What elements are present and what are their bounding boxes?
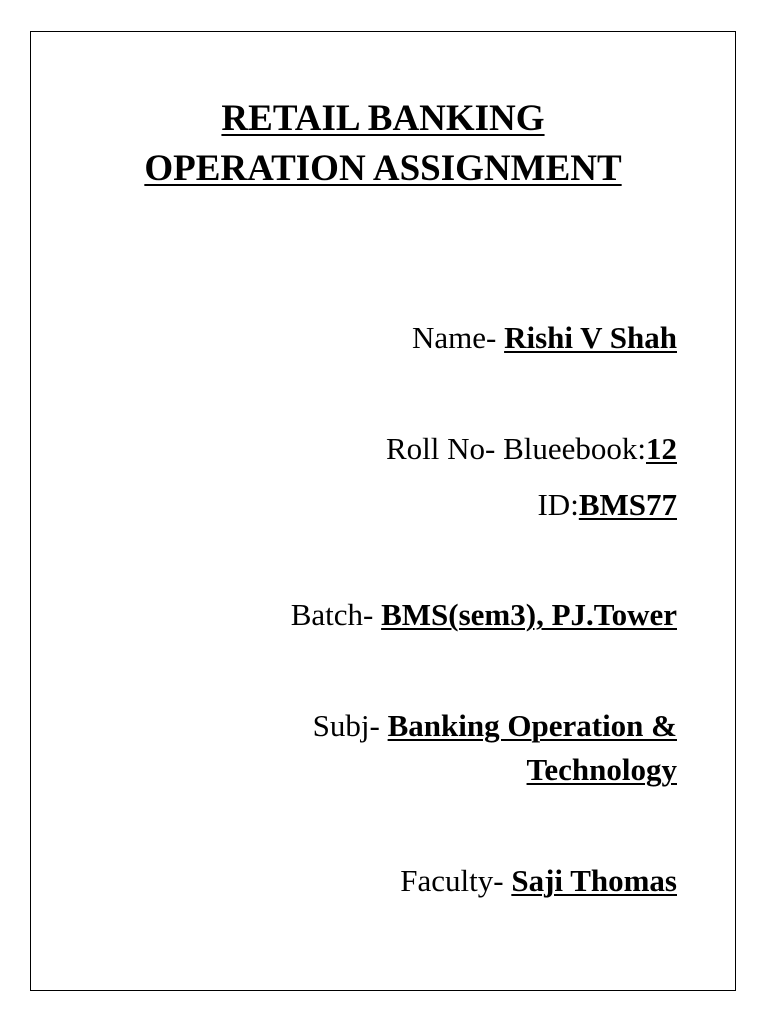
roll-number-field	[386, 427, 677, 471]
name-value: Rishi V Shah	[504, 320, 677, 355]
subject-label: Subj-	[312, 708, 388, 743]
id-label: ID:	[537, 487, 579, 522]
id-field	[537, 483, 677, 527]
batch-value: BMS(sem3), PJ.Tower	[381, 597, 677, 632]
batch-field	[291, 593, 677, 637]
subject-value-line-2: Technology	[526, 752, 677, 787]
name-field	[412, 316, 677, 360]
roll-number-label: Roll No- Blueebook:	[385, 431, 646, 466]
faculty-value: Saji Thomas	[511, 863, 677, 898]
faculty-label: Faculty-	[400, 863, 512, 898]
batch-label: Batch-	[290, 597, 382, 632]
name-label: Name-	[411, 320, 505, 355]
title-line-2: OPERATION ASSIGNMENT	[144, 148, 622, 189]
title-line-1: RETAIL BANKING	[221, 98, 545, 139]
subject-value-line-1: Banking Operation &	[387, 708, 677, 743]
document-title	[30, 94, 736, 194]
faculty-field	[400, 859, 677, 903]
subject-field	[313, 704, 677, 792]
roll-number-value: 12	[646, 431, 677, 466]
id-value: BMS77	[578, 487, 677, 522]
